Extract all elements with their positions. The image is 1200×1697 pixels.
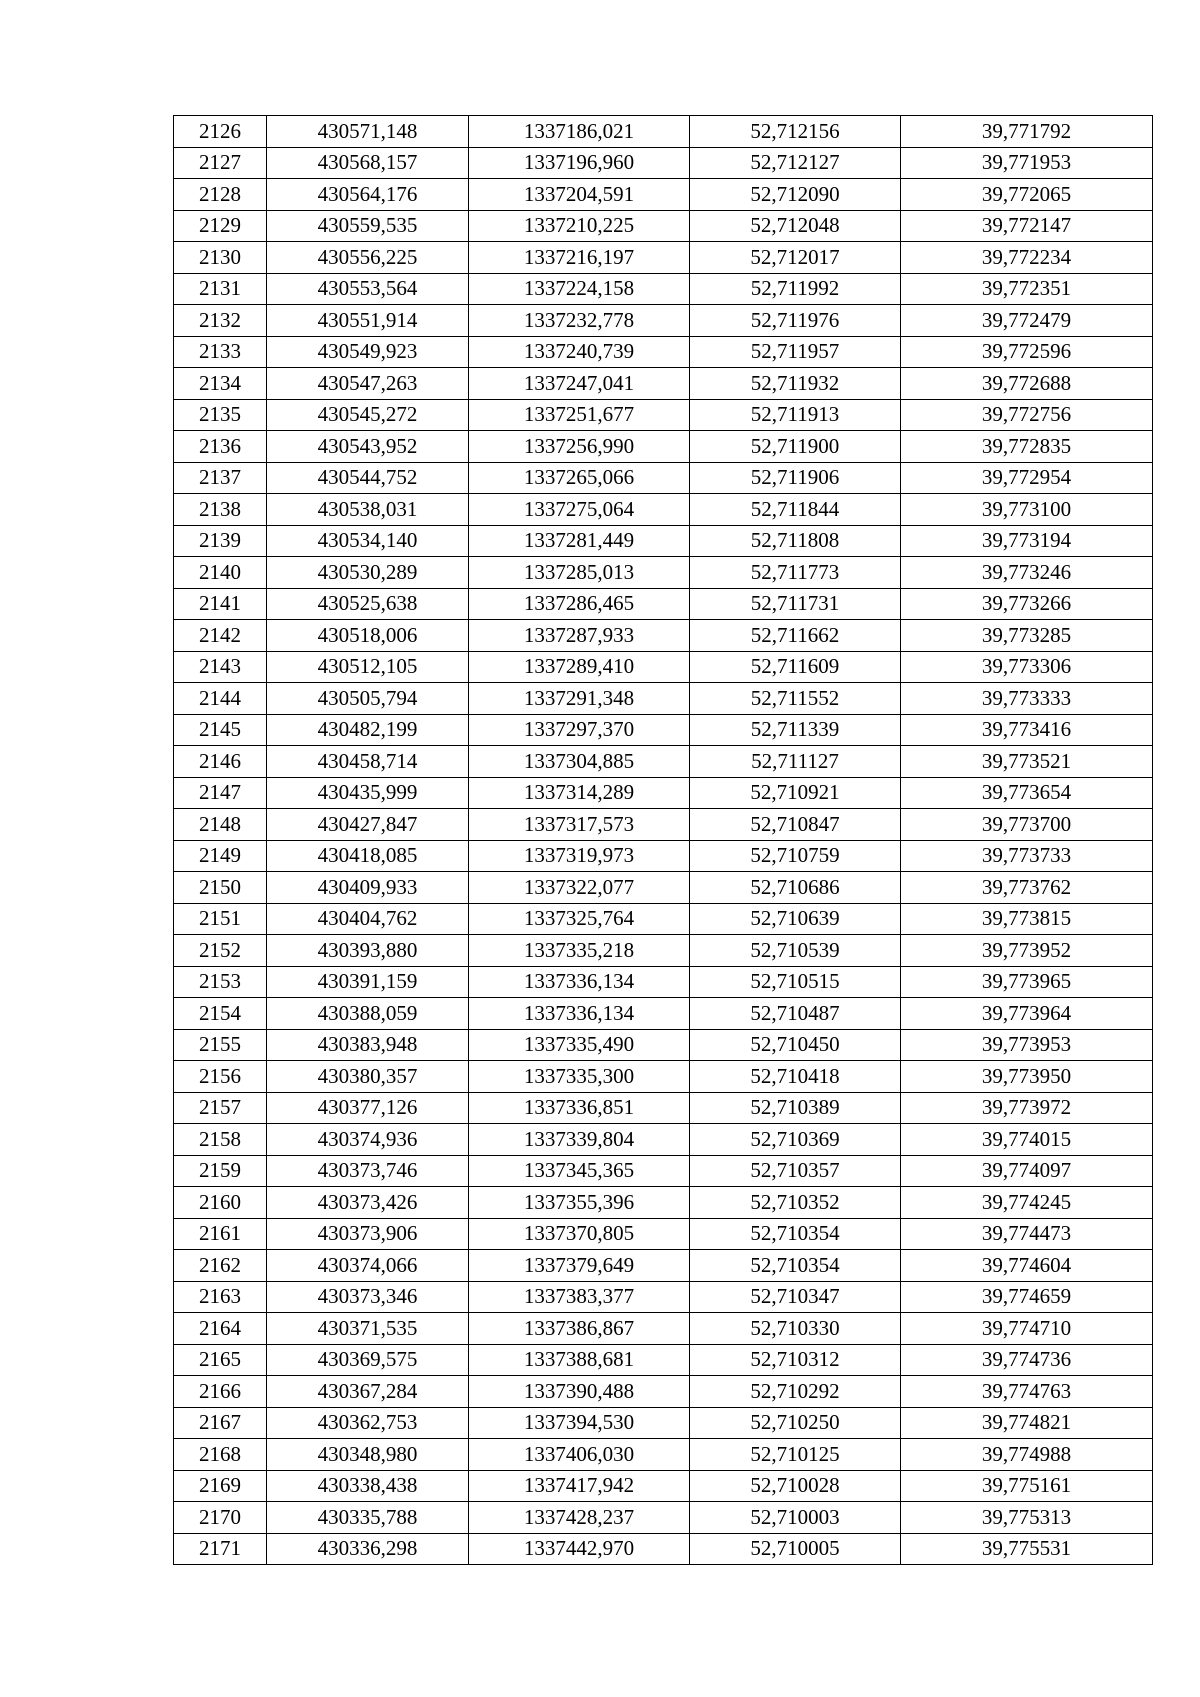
x-coordinate-cell: 430373,426 xyxy=(267,1187,469,1219)
x-coordinate-cell: 430427,847 xyxy=(267,809,469,841)
latitude-cell: 52,710487 xyxy=(690,998,901,1030)
table-row xyxy=(174,1470,1153,1502)
coordinates-table-body xyxy=(174,116,1153,1565)
y-coordinate-cell: 1337370,805 xyxy=(469,1218,690,1250)
table-row xyxy=(174,1439,1153,1471)
y-coordinate-cell: 1337336,851 xyxy=(469,1092,690,1124)
y-coordinate-cell: 1337417,942 xyxy=(469,1470,690,1502)
longitude-cell: 39,771792 xyxy=(901,116,1153,148)
point-number-cell: 2160 xyxy=(174,1187,267,1219)
point-number-cell: 2152 xyxy=(174,935,267,967)
point-number-cell: 2145 xyxy=(174,714,267,746)
longitude-cell: 39,772479 xyxy=(901,305,1153,337)
table-row xyxy=(174,1502,1153,1534)
longitude-cell: 39,773972 xyxy=(901,1092,1153,1124)
x-coordinate-cell: 430435,999 xyxy=(267,777,469,809)
longitude-cell: 39,773950 xyxy=(901,1061,1153,1093)
point-number-cell: 2136 xyxy=(174,431,267,463)
latitude-cell: 52,710125 xyxy=(690,1439,901,1471)
x-coordinate-cell: 430512,105 xyxy=(267,651,469,683)
x-coordinate-cell: 430404,762 xyxy=(267,903,469,935)
y-coordinate-cell: 1337196,960 xyxy=(469,147,690,179)
y-coordinate-cell: 1337265,066 xyxy=(469,462,690,494)
latitude-cell: 52,710847 xyxy=(690,809,901,841)
point-number-cell: 2153 xyxy=(174,966,267,998)
longitude-cell: 39,774015 xyxy=(901,1124,1153,1156)
x-coordinate-cell: 430373,346 xyxy=(267,1281,469,1313)
table-row xyxy=(174,1407,1153,1439)
longitude-cell: 39,773762 xyxy=(901,872,1153,904)
latitude-cell: 52,710759 xyxy=(690,840,901,872)
x-coordinate-cell: 430568,157 xyxy=(267,147,469,179)
x-coordinate-cell: 430482,199 xyxy=(267,714,469,746)
table-row xyxy=(174,1250,1153,1282)
point-number-cell: 2164 xyxy=(174,1313,267,1345)
point-number-cell: 2128 xyxy=(174,179,267,211)
x-coordinate-cell: 430553,564 xyxy=(267,273,469,305)
table-row xyxy=(174,746,1153,778)
latitude-cell: 52,710003 xyxy=(690,1502,901,1534)
longitude-cell: 39,773521 xyxy=(901,746,1153,778)
longitude-cell: 39,773266 xyxy=(901,588,1153,620)
longitude-cell: 39,773100 xyxy=(901,494,1153,526)
latitude-cell: 52,710250 xyxy=(690,1407,901,1439)
latitude-cell: 52,710292 xyxy=(690,1376,901,1408)
x-coordinate-cell: 430544,752 xyxy=(267,462,469,494)
y-coordinate-cell: 1337297,370 xyxy=(469,714,690,746)
longitude-cell: 39,772596 xyxy=(901,336,1153,368)
y-coordinate-cell: 1337287,933 xyxy=(469,620,690,652)
latitude-cell: 52,710369 xyxy=(690,1124,901,1156)
x-coordinate-cell: 430556,225 xyxy=(267,242,469,274)
table-row xyxy=(174,1187,1153,1219)
point-number-cell: 2149 xyxy=(174,840,267,872)
point-number-cell: 2157 xyxy=(174,1092,267,1124)
table-row xyxy=(174,683,1153,715)
x-coordinate-cell: 430564,176 xyxy=(267,179,469,211)
longitude-cell: 39,775161 xyxy=(901,1470,1153,1502)
y-coordinate-cell: 1337247,041 xyxy=(469,368,690,400)
point-number-cell: 2155 xyxy=(174,1029,267,1061)
longitude-cell: 39,773306 xyxy=(901,651,1153,683)
point-number-cell: 2131 xyxy=(174,273,267,305)
x-coordinate-cell: 430545,272 xyxy=(267,399,469,431)
latitude-cell: 52,711992 xyxy=(690,273,901,305)
y-coordinate-cell: 1337394,530 xyxy=(469,1407,690,1439)
longitude-cell: 39,774988 xyxy=(901,1439,1153,1471)
longitude-cell: 39,773333 xyxy=(901,683,1153,715)
point-number-cell: 2161 xyxy=(174,1218,267,1250)
x-coordinate-cell: 430377,126 xyxy=(267,1092,469,1124)
longitude-cell: 39,773965 xyxy=(901,966,1153,998)
latitude-cell: 52,711932 xyxy=(690,368,901,400)
latitude-cell: 52,712017 xyxy=(690,242,901,274)
table-row xyxy=(174,935,1153,967)
y-coordinate-cell: 1337383,377 xyxy=(469,1281,690,1313)
latitude-cell: 52,710005 xyxy=(690,1533,901,1565)
point-number-cell: 2133 xyxy=(174,336,267,368)
longitude-cell: 39,772688 xyxy=(901,368,1153,400)
longitude-cell: 39,774821 xyxy=(901,1407,1153,1439)
y-coordinate-cell: 1337204,591 xyxy=(469,179,690,211)
longitude-cell: 39,772835 xyxy=(901,431,1153,463)
x-coordinate-cell: 430348,980 xyxy=(267,1439,469,1471)
longitude-cell: 39,773194 xyxy=(901,525,1153,557)
latitude-cell: 52,711906 xyxy=(690,462,901,494)
latitude-cell: 52,710028 xyxy=(690,1470,901,1502)
y-coordinate-cell: 1337285,013 xyxy=(469,557,690,589)
latitude-cell: 52,711900 xyxy=(690,431,901,463)
table-row xyxy=(174,431,1153,463)
longitude-cell: 39,773246 xyxy=(901,557,1153,589)
point-number-cell: 2147 xyxy=(174,777,267,809)
x-coordinate-cell: 430525,638 xyxy=(267,588,469,620)
point-number-cell: 2162 xyxy=(174,1250,267,1282)
x-coordinate-cell: 430571,148 xyxy=(267,116,469,148)
latitude-cell: 52,711844 xyxy=(690,494,901,526)
table-row xyxy=(174,1092,1153,1124)
x-coordinate-cell: 430383,948 xyxy=(267,1029,469,1061)
latitude-cell: 52,712048 xyxy=(690,210,901,242)
latitude-cell: 52,710347 xyxy=(690,1281,901,1313)
latitude-cell: 52,711957 xyxy=(690,336,901,368)
x-coordinate-cell: 430374,936 xyxy=(267,1124,469,1156)
y-coordinate-cell: 1337379,649 xyxy=(469,1250,690,1282)
y-coordinate-cell: 1337390,488 xyxy=(469,1376,690,1408)
x-coordinate-cell: 430367,284 xyxy=(267,1376,469,1408)
table-row xyxy=(174,116,1153,148)
point-number-cell: 2130 xyxy=(174,242,267,274)
table-row xyxy=(174,368,1153,400)
longitude-cell: 39,772351 xyxy=(901,273,1153,305)
table-row xyxy=(174,1124,1153,1156)
y-coordinate-cell: 1337406,030 xyxy=(469,1439,690,1471)
x-coordinate-cell: 430518,006 xyxy=(267,620,469,652)
latitude-cell: 52,710921 xyxy=(690,777,901,809)
point-number-cell: 2171 xyxy=(174,1533,267,1565)
y-coordinate-cell: 1337286,465 xyxy=(469,588,690,620)
longitude-cell: 39,773733 xyxy=(901,840,1153,872)
point-number-cell: 2138 xyxy=(174,494,267,526)
table-row xyxy=(174,305,1153,337)
table-row xyxy=(174,903,1153,935)
y-coordinate-cell: 1337336,134 xyxy=(469,998,690,1030)
longitude-cell: 39,772756 xyxy=(901,399,1153,431)
table-row xyxy=(174,1281,1153,1313)
latitude-cell: 52,711552 xyxy=(690,683,901,715)
x-coordinate-cell: 430391,159 xyxy=(267,966,469,998)
latitude-cell: 52,711976 xyxy=(690,305,901,337)
x-coordinate-cell: 430559,535 xyxy=(267,210,469,242)
point-number-cell: 2150 xyxy=(174,872,267,904)
longitude-cell: 39,773416 xyxy=(901,714,1153,746)
table-row xyxy=(174,840,1153,872)
table-row xyxy=(174,966,1153,998)
y-coordinate-cell: 1337319,973 xyxy=(469,840,690,872)
point-number-cell: 2135 xyxy=(174,399,267,431)
x-coordinate-cell: 430543,952 xyxy=(267,431,469,463)
point-number-cell: 2151 xyxy=(174,903,267,935)
y-coordinate-cell: 1337186,021 xyxy=(469,116,690,148)
x-coordinate-cell: 430362,753 xyxy=(267,1407,469,1439)
point-number-cell: 2163 xyxy=(174,1281,267,1313)
table-row xyxy=(174,777,1153,809)
point-number-cell: 2140 xyxy=(174,557,267,589)
point-number-cell: 2127 xyxy=(174,147,267,179)
table-row xyxy=(174,462,1153,494)
latitude-cell: 52,710330 xyxy=(690,1313,901,1345)
y-coordinate-cell: 1337232,778 xyxy=(469,305,690,337)
point-number-cell: 2134 xyxy=(174,368,267,400)
latitude-cell: 52,712090 xyxy=(690,179,901,211)
table-row xyxy=(174,1155,1153,1187)
y-coordinate-cell: 1337336,134 xyxy=(469,966,690,998)
longitude-cell: 39,773700 xyxy=(901,809,1153,841)
table-row xyxy=(174,336,1153,368)
table-row xyxy=(174,1029,1153,1061)
y-coordinate-cell: 1337317,573 xyxy=(469,809,690,841)
table-row xyxy=(174,1533,1153,1565)
y-coordinate-cell: 1337322,077 xyxy=(469,872,690,904)
longitude-cell: 39,774604 xyxy=(901,1250,1153,1282)
latitude-cell: 52,710418 xyxy=(690,1061,901,1093)
longitude-cell: 39,773952 xyxy=(901,935,1153,967)
longitude-cell: 39,773654 xyxy=(901,777,1153,809)
x-coordinate-cell: 430505,794 xyxy=(267,683,469,715)
table-row xyxy=(174,273,1153,305)
y-coordinate-cell: 1337335,300 xyxy=(469,1061,690,1093)
latitude-cell: 52,710352 xyxy=(690,1187,901,1219)
table-row xyxy=(174,399,1153,431)
latitude-cell: 52,711913 xyxy=(690,399,901,431)
x-coordinate-cell: 430458,714 xyxy=(267,746,469,778)
longitude-cell: 39,774763 xyxy=(901,1376,1153,1408)
y-coordinate-cell: 1337442,970 xyxy=(469,1533,690,1565)
longitude-cell: 39,774473 xyxy=(901,1218,1153,1250)
latitude-cell: 52,711808 xyxy=(690,525,901,557)
latitude-cell: 52,710389 xyxy=(690,1092,901,1124)
x-coordinate-cell: 430373,746 xyxy=(267,1155,469,1187)
point-number-cell: 2142 xyxy=(174,620,267,652)
y-coordinate-cell: 1337256,990 xyxy=(469,431,690,463)
y-coordinate-cell: 1337335,218 xyxy=(469,935,690,967)
longitude-cell: 39,772065 xyxy=(901,179,1153,211)
table-row xyxy=(174,998,1153,1030)
x-coordinate-cell: 430547,263 xyxy=(267,368,469,400)
latitude-cell: 52,710357 xyxy=(690,1155,901,1187)
longitude-cell: 39,774659 xyxy=(901,1281,1153,1313)
latitude-cell: 52,710354 xyxy=(690,1218,901,1250)
x-coordinate-cell: 430534,140 xyxy=(267,525,469,557)
table-row xyxy=(174,1344,1153,1376)
x-coordinate-cell: 430549,923 xyxy=(267,336,469,368)
table-row xyxy=(174,1218,1153,1250)
point-number-cell: 2154 xyxy=(174,998,267,1030)
point-number-cell: 2159 xyxy=(174,1155,267,1187)
point-number-cell: 2169 xyxy=(174,1470,267,1502)
x-coordinate-cell: 430335,788 xyxy=(267,1502,469,1534)
point-number-cell: 2146 xyxy=(174,746,267,778)
point-number-cell: 2166 xyxy=(174,1376,267,1408)
x-coordinate-cell: 430371,535 xyxy=(267,1313,469,1345)
latitude-cell: 52,710312 xyxy=(690,1344,901,1376)
y-coordinate-cell: 1337216,197 xyxy=(469,242,690,274)
latitude-cell: 52,710450 xyxy=(690,1029,901,1061)
y-coordinate-cell: 1337304,885 xyxy=(469,746,690,778)
point-number-cell: 2167 xyxy=(174,1407,267,1439)
latitude-cell: 52,711339 xyxy=(690,714,901,746)
latitude-cell: 52,710686 xyxy=(690,872,901,904)
latitude-cell: 52,711127 xyxy=(690,746,901,778)
y-coordinate-cell: 1337335,490 xyxy=(469,1029,690,1061)
longitude-cell: 39,774097 xyxy=(901,1155,1153,1187)
table-row xyxy=(174,1313,1153,1345)
latitude-cell: 52,710539 xyxy=(690,935,901,967)
x-coordinate-cell: 430551,914 xyxy=(267,305,469,337)
latitude-cell: 52,711662 xyxy=(690,620,901,652)
y-coordinate-cell: 1337388,681 xyxy=(469,1344,690,1376)
latitude-cell: 52,711773 xyxy=(690,557,901,589)
x-coordinate-cell: 430369,575 xyxy=(267,1344,469,1376)
table-row xyxy=(174,179,1153,211)
table-row xyxy=(174,1061,1153,1093)
point-number-cell: 2129 xyxy=(174,210,267,242)
y-coordinate-cell: 1337275,064 xyxy=(469,494,690,526)
longitude-cell: 39,772234 xyxy=(901,242,1153,274)
y-coordinate-cell: 1337339,804 xyxy=(469,1124,690,1156)
longitude-cell: 39,774736 xyxy=(901,1344,1153,1376)
table-row xyxy=(174,557,1153,589)
point-number-cell: 2143 xyxy=(174,651,267,683)
longitude-cell: 39,773815 xyxy=(901,903,1153,935)
longitude-cell: 39,772954 xyxy=(901,462,1153,494)
longitude-cell: 39,773285 xyxy=(901,620,1153,652)
longitude-cell: 39,772147 xyxy=(901,210,1153,242)
x-coordinate-cell: 430338,438 xyxy=(267,1470,469,1502)
x-coordinate-cell: 430336,298 xyxy=(267,1533,469,1565)
latitude-cell: 52,710515 xyxy=(690,966,901,998)
point-number-cell: 2137 xyxy=(174,462,267,494)
coordinates-table xyxy=(173,115,1153,1565)
y-coordinate-cell: 1337314,289 xyxy=(469,777,690,809)
y-coordinate-cell: 1337210,225 xyxy=(469,210,690,242)
table-row xyxy=(174,210,1153,242)
table-row xyxy=(174,147,1153,179)
point-number-cell: 2132 xyxy=(174,305,267,337)
y-coordinate-cell: 1337428,237 xyxy=(469,1502,690,1534)
point-number-cell: 2165 xyxy=(174,1344,267,1376)
table-row xyxy=(174,494,1153,526)
table-row xyxy=(174,588,1153,620)
y-coordinate-cell: 1337224,158 xyxy=(469,273,690,305)
table-row xyxy=(174,714,1153,746)
longitude-cell: 39,771953 xyxy=(901,147,1153,179)
point-number-cell: 2158 xyxy=(174,1124,267,1156)
x-coordinate-cell: 430388,059 xyxy=(267,998,469,1030)
y-coordinate-cell: 1337355,396 xyxy=(469,1187,690,1219)
longitude-cell: 39,775531 xyxy=(901,1533,1153,1565)
longitude-cell: 39,774245 xyxy=(901,1187,1153,1219)
table-row xyxy=(174,620,1153,652)
latitude-cell: 52,712156 xyxy=(690,116,901,148)
latitude-cell: 52,712127 xyxy=(690,147,901,179)
point-number-cell: 2126 xyxy=(174,116,267,148)
y-coordinate-cell: 1337325,764 xyxy=(469,903,690,935)
table-row xyxy=(174,1376,1153,1408)
y-coordinate-cell: 1337251,677 xyxy=(469,399,690,431)
y-coordinate-cell: 1337345,365 xyxy=(469,1155,690,1187)
table-row xyxy=(174,651,1153,683)
table-row xyxy=(174,809,1153,841)
latitude-cell: 52,711609 xyxy=(690,651,901,683)
point-number-cell: 2148 xyxy=(174,809,267,841)
table-row xyxy=(174,242,1153,274)
latitude-cell: 52,710639 xyxy=(690,903,901,935)
x-coordinate-cell: 430393,880 xyxy=(267,935,469,967)
longitude-cell: 39,773953 xyxy=(901,1029,1153,1061)
longitude-cell: 39,775313 xyxy=(901,1502,1153,1534)
table-row xyxy=(174,872,1153,904)
longitude-cell: 39,773964 xyxy=(901,998,1153,1030)
x-coordinate-cell: 430380,357 xyxy=(267,1061,469,1093)
y-coordinate-cell: 1337289,410 xyxy=(469,651,690,683)
longitude-cell: 39,774710 xyxy=(901,1313,1153,1345)
y-coordinate-cell: 1337240,739 xyxy=(469,336,690,368)
point-number-cell: 2139 xyxy=(174,525,267,557)
point-number-cell: 2144 xyxy=(174,683,267,715)
latitude-cell: 52,710354 xyxy=(690,1250,901,1282)
y-coordinate-cell: 1337281,449 xyxy=(469,525,690,557)
x-coordinate-cell: 430373,906 xyxy=(267,1218,469,1250)
point-number-cell: 2156 xyxy=(174,1061,267,1093)
point-number-cell: 2170 xyxy=(174,1502,267,1534)
x-coordinate-cell: 430530,289 xyxy=(267,557,469,589)
latitude-cell: 52,711731 xyxy=(690,588,901,620)
y-coordinate-cell: 1337291,348 xyxy=(469,683,690,715)
y-coordinate-cell: 1337386,867 xyxy=(469,1313,690,1345)
x-coordinate-cell: 430538,031 xyxy=(267,494,469,526)
x-coordinate-cell: 430374,066 xyxy=(267,1250,469,1282)
point-number-cell: 2141 xyxy=(174,588,267,620)
x-coordinate-cell: 430418,085 xyxy=(267,840,469,872)
point-number-cell: 2168 xyxy=(174,1439,267,1471)
x-coordinate-cell: 430409,933 xyxy=(267,872,469,904)
table-row xyxy=(174,525,1153,557)
